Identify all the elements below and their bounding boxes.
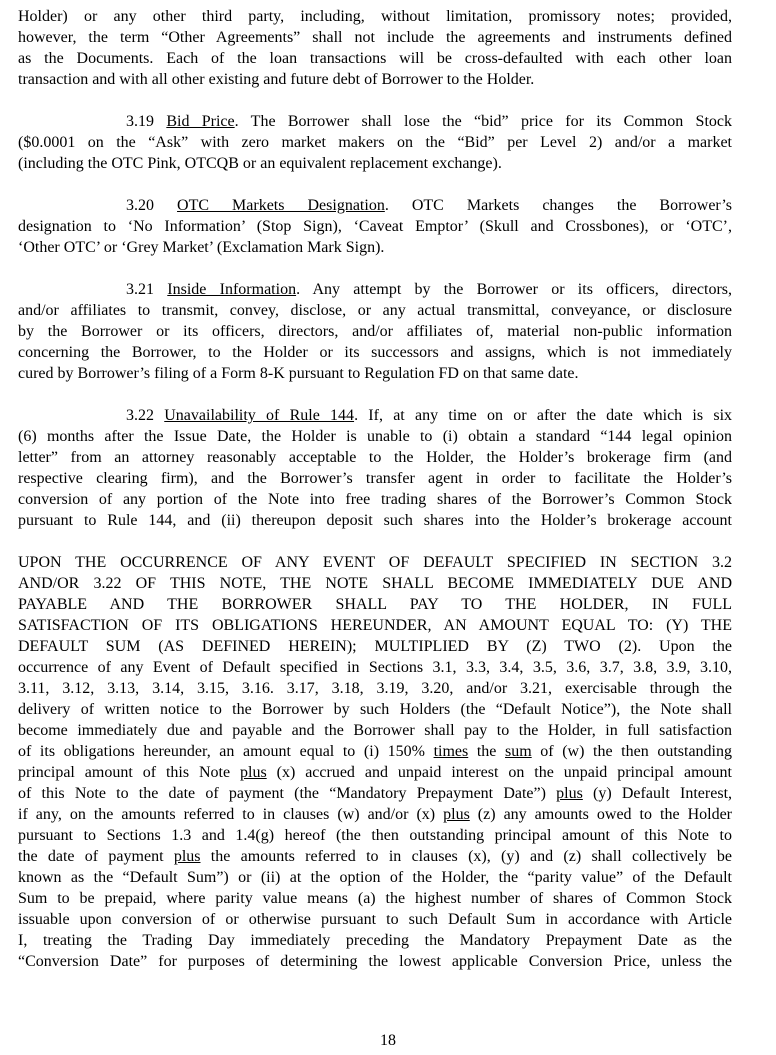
text-line [18, 510, 732, 531]
text-line [18, 321, 732, 342]
text-line [18, 279, 732, 300]
text-segment: ($0.0001 on the “Ask” with zero market makers on the “Bid” per Level 2) and/or a market [18, 134, 732, 151]
text-segment: delivery of written notice to the Borrower by such Holders (the “Default Notice”), the Note shall [18, 701, 732, 718]
text-segment: and/or affiliates to transmit, convey, disclose, or any actual transmittal, conveyance, or disclosure [18, 302, 732, 319]
underlined-heading-text: Inside Information [167, 281, 297, 298]
text-line [18, 678, 732, 699]
underlined-heading-text: OTC Markets Designation [177, 197, 385, 214]
text-line [18, 888, 732, 909]
text-line [18, 426, 732, 447]
text-segment: the amounts referred to in clauses (x), (y) and (z) shall collectively be [200, 848, 732, 865]
text-segment: (z) any amounts owed to the Holder [469, 806, 732, 823]
text-line [18, 468, 732, 489]
text-segment: 3.22 [126, 407, 165, 424]
text-line [18, 699, 732, 720]
text-line [18, 573, 732, 594]
underlined-heading-text: Bid Price [166, 113, 235, 130]
document-body [18, 6, 732, 993]
text-segment: issuable upon conversion of or otherwise pursuant to such Default Sum in accordance with Article [18, 911, 732, 928]
text-line [18, 804, 732, 825]
text-segment: concerning the Borrower, to the Holder or its successors and assigns, which is not immediately [18, 344, 732, 361]
text-segment: occurrence of any Event of Default specified in Sections 3.1, 3.3, 3.4, 3.5, 3.6, 3.7, 3.8, 3.9, 3.10, [18, 659, 732, 676]
text-line [18, 741, 732, 762]
text-segment: (x) accrued and unpaid interest on the unpaid principal amount [266, 764, 732, 781]
text-line [18, 552, 732, 573]
text-line [18, 27, 732, 48]
text-line [18, 615, 732, 636]
text-segment: conversion of any portion of the Note into free trading shares of the Borrower’s Common Stock [18, 491, 732, 508]
text-segment: AND/OR 3.22 OF THIS NOTE, THE NOTE SHALL BECOME IMMEDIATELY DUE AND [18, 575, 732, 592]
text-line [18, 930, 732, 951]
text-segment: of its obligations hereunder, an amount equal to (i) 150% [18, 743, 434, 760]
text-line [18, 447, 732, 468]
text-line [18, 825, 732, 846]
text-line [18, 153, 732, 174]
text-segment: respective clearing firm), and the Borrower’s transfer agent in order to facilitate the Holder’s [18, 470, 732, 487]
text-segment: (including the OTC Pink, OTCQB or an equivalent replacement exchange). [18, 155, 502, 172]
text-segment: . OTC Markets changes the Borrower’s [384, 197, 733, 214]
text-line [18, 216, 732, 237]
underlined-heading-text: plus [443, 806, 470, 823]
text-line [18, 237, 732, 258]
text-line [18, 342, 732, 363]
text-segment: by the Borrower or its officers, directors, and/or affiliates of, material non-public information [18, 323, 732, 340]
underlined-heading-text: plus [556, 785, 583, 802]
text-segment: “Conversion Date” for purposes of determining the lowest applicable Conversion Price, unless the [18, 953, 732, 970]
text-segment: pursuant to Rule 144, and (ii) thereupon deposit such shares into the Holder’s brokerage account [18, 512, 732, 529]
text-line [18, 720, 732, 741]
page-number: 18 [380, 1032, 396, 1049]
text-line [18, 132, 732, 153]
text-segment: the date of payment [18, 848, 174, 865]
text-segment: I, treating the Trading Day immediately preceding the Mandatory Prepayment Date as the [18, 932, 732, 949]
underlined-heading-text: times [433, 743, 469, 760]
text-segment: the [468, 743, 505, 760]
text-line [18, 300, 732, 321]
text-segment: principal amount of this Note [18, 764, 241, 781]
text-segment: as the Documents. Each of the loan transactions will be cross-defaulted with each other loan [18, 50, 732, 67]
text-segment: SATISFACTION OF ITS OBLIGATIONS HEREUNDER, AN AMOUNT EQUAL TO: (Y) THE [18, 617, 732, 634]
paragraph-section-3-19 [18, 111, 732, 174]
underlined-heading-text: Unavailability of Rule 144 [164, 407, 355, 424]
text-segment: 3.20 [126, 197, 178, 214]
text-line [18, 489, 732, 510]
text-line [18, 69, 732, 90]
text-segment: become immediately due and payable and the Borrower shall pay to the Holder, in full satisfaction [18, 722, 732, 739]
text-line [18, 867, 732, 888]
text-segment: designation to ‘No Information’ (Stop Sign), ‘Caveat Emptor’ (Skull and Crossbones), or ‘OTC’, [18, 218, 732, 235]
text-line [18, 363, 732, 384]
text-segment: UPON THE OCCURRENCE OF ANY EVENT OF DEFAULT SPECIFIED IN SECTION 3.2 [18, 554, 732, 571]
text-segment: transaction and with all other existing and future debt of Borrower to the Holder. [18, 71, 535, 88]
paragraph-continuation [18, 6, 732, 90]
paragraph-section-3-22 [18, 405, 732, 531]
text-line [18, 48, 732, 69]
text-segment: known as the “Default Sum”) or (ii) at the option of the Holder, the “parity value” of the Default [18, 869, 732, 886]
text-segment: . The Borrower shall lose the “bid” price for its Common Stock [234, 113, 733, 130]
text-line [18, 846, 732, 867]
text-segment: however, the term “Other Agreements” shall not include the agreements and instruments defined [18, 29, 732, 46]
text-line [18, 909, 732, 930]
text-segment: . If, at any time on or after the date which is six [354, 407, 733, 424]
text-segment: (6) months after the Issue Date, the Holder is unable to (i) obtain a standard “144 legal opinion [18, 428, 732, 445]
text-segment: Holder) or any other third party, including, without limitation, promissory notes; provided, [18, 8, 732, 25]
text-segment: . Any attempt by the Borrower or its officers, directors, [296, 281, 733, 298]
text-line [18, 657, 732, 678]
text-line [18, 405, 732, 426]
text-segment: 3.11, 3.12, 3.13, 3.14, 3.15, 3.16. 3.17, 3.18, 3.19, 3.20, and/or 3.21, exercisable through the [18, 680, 732, 697]
text-segment: pursuant to Sections 1.3 and 1.4(g) hereof (the then outstanding principal amount of this Note to [18, 827, 732, 844]
underlined-heading-text: plus [240, 764, 267, 781]
text-segment: 3.21 [126, 281, 168, 298]
paragraph-section-3-20 [18, 195, 732, 258]
underlined-heading-text: plus [173, 848, 201, 865]
text-line [18, 951, 732, 972]
text-line [18, 783, 732, 804]
text-line [18, 195, 732, 216]
text-segment: Sum to be prepaid, where parity value means (a) the highest number of shares of Common Stock [18, 890, 732, 907]
text-segment: 3.19 [126, 113, 167, 130]
text-segment: (y) Default Interest, [582, 785, 733, 802]
text-line [18, 636, 732, 657]
text-segment: cured by Borrower’s filing of a Form 8-K pursuant to Regulation FD on that same date. [18, 365, 579, 382]
text-line [18, 6, 732, 27]
paragraph-default-clause [18, 552, 732, 972]
text-segment: PAYABLE AND THE BORROWER SHALL PAY TO THE HOLDER, IN FULL [18, 596, 732, 613]
text-segment: if any, on the amounts referred to in clauses (w) and/or (x) [18, 806, 444, 823]
text-line [18, 111, 732, 132]
text-line [18, 594, 732, 615]
paragraph-section-3-21 [18, 279, 732, 384]
text-segment: DEFAULT SUM (AS DEFINED HEREIN); MULTIPLIED BY (Z) TWO (2). Upon the [18, 638, 732, 655]
text-segment: of this Note to the date of payment (the “Mandatory Prepayment Date”) [18, 785, 557, 802]
text-segment: letter” from an attorney reasonably acceptable to the Holder, the Holder’s brokerage firm (and [18, 449, 732, 466]
text-segment: ‘Other OTC’ or ‘Grey Market’ (Exclamation Mark Sign). [18, 239, 385, 256]
text-segment: of (w) the then outstanding [531, 743, 733, 760]
underlined-heading-text: sum [505, 743, 532, 760]
text-line [18, 762, 732, 783]
